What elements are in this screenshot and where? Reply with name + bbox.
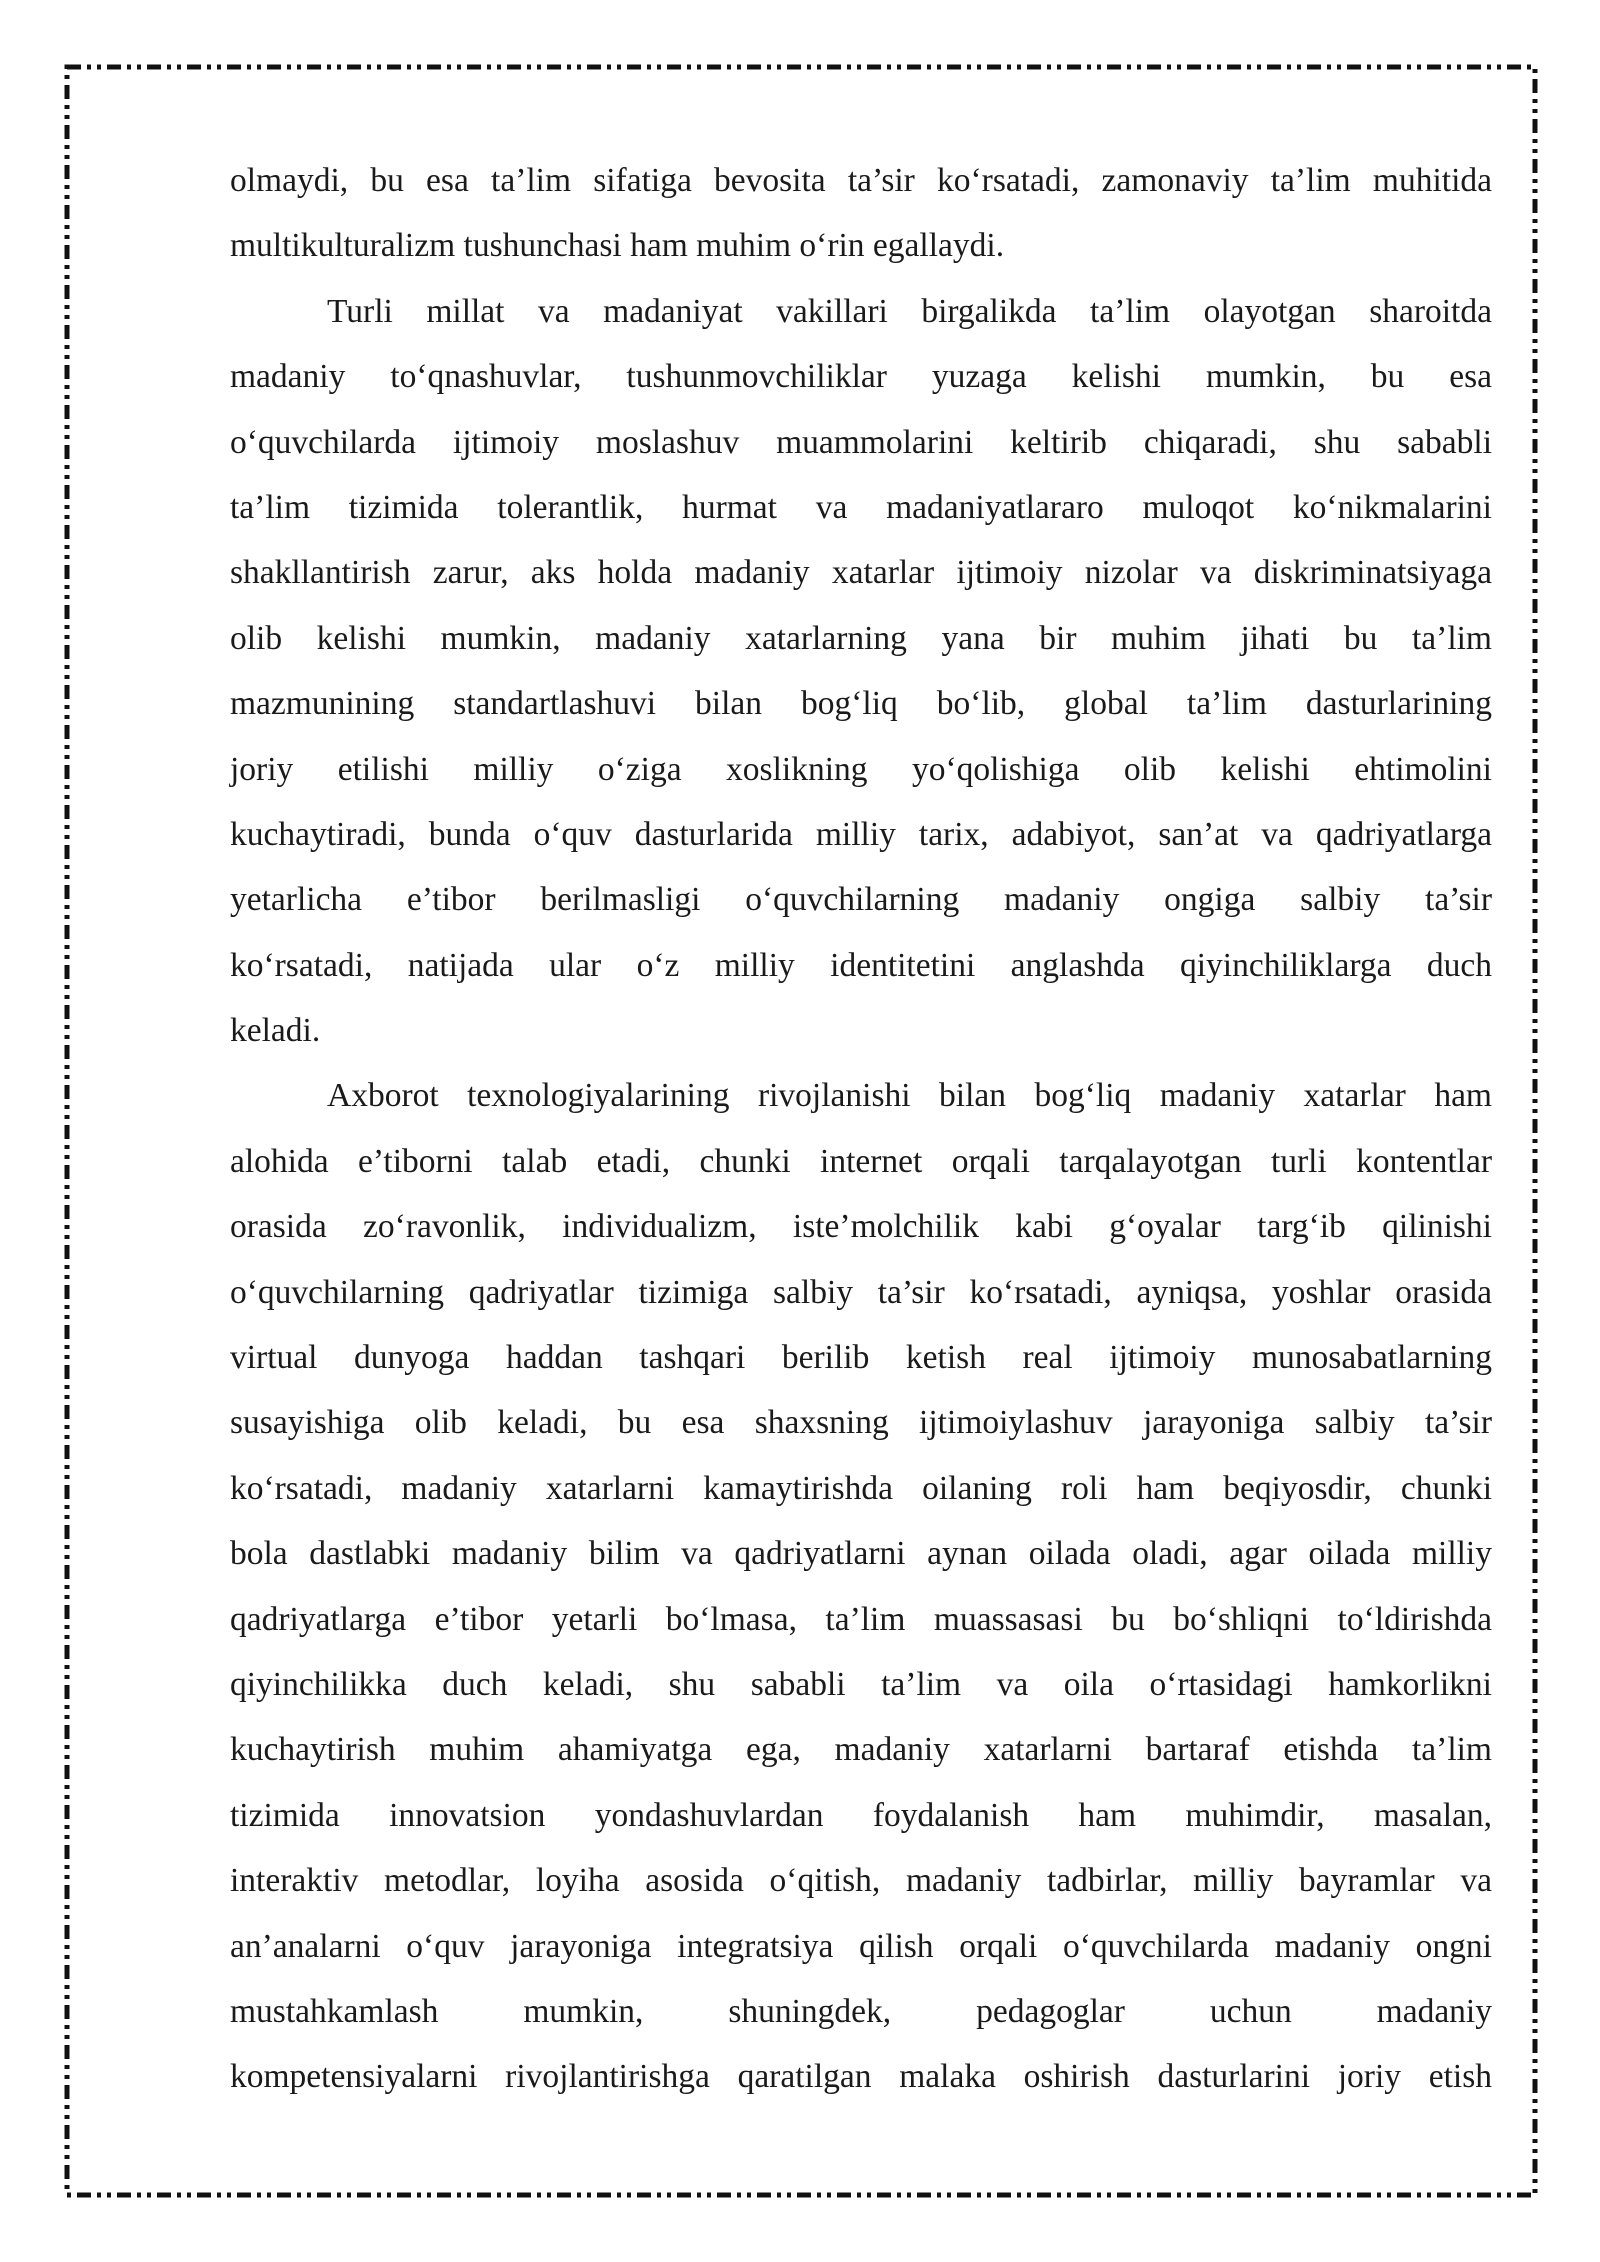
text-line: o‘quvchilarning qadriyatlar tizimiga salbiy ta’sir ko‘rsatadi, ayniqsa, yoshlar orasida <box>230 1273 1492 1311</box>
text-line: multikulturalizm tushunchasi ham muhim o‘rin egallaydi. <box>230 227 1005 265</box>
text-line: joriy etilishi milliy o‘ziga xoslikning yo‘qolishiga olib kelishi ehtimolini <box>230 750 1492 788</box>
text-line: shakllantirish zarur, aks holda madaniy xatarlar ijtimoiy nizolar va diskriminatsiyaga <box>230 554 1492 592</box>
text-line: bola dastlabki madaniy bilim va qadriyatlarni aynan oilada oladi, agar oilada milliy <box>230 1535 1492 1573</box>
text-line: ta’lim tizimida tolerantlik, hurmat va madaniyatlararo muloqot ko‘nikmalarini <box>230 488 1492 526</box>
text-line: susayishiga olib keladi, bu esa shaxsning ijtimoiylashuv jarayoniga salbiy ta’sir <box>230 1404 1492 1442</box>
text-line: tizimida innovatsion yondashuvlardan foydalanish ham muhimdir, masalan, <box>230 1796 1492 1834</box>
document-body <box>230 148 1492 2110</box>
text-line: o‘quvchilarda ijtimoiy moslashuv muammolarini keltirib chiqaradi, shu sababli <box>230 423 1492 461</box>
text-line: olib kelishi mumkin, madaniy xatarlarning yana bir muhim jihati bu ta’lim <box>230 619 1492 657</box>
text-line: mustahkamlash mumkin, shuningdek, pedagoglar uchun madaniy <box>230 1992 1492 2030</box>
text-line: an’analarni o‘quv jarayoniga integratsiya qilish orqali o‘quvchilarda madaniy ongni <box>230 1927 1492 1965</box>
text-line: yetarlicha e’tibor berilmasligi o‘quvchilarning madaniy ongiga salbiy ta’sir <box>230 881 1492 919</box>
text-line: virtual dunyoga haddan tashqari berilib ketish real ijtimoiy munosabatlarning <box>230 1339 1492 1377</box>
text-line: ko‘rsatadi, madaniy xatarlarni kamaytirishda oilaning roli ham beqiyosdir, chunki <box>230 1469 1492 1507</box>
text-line: Axborot texnologiyalarining rivojlanishi bilan bog‘liq madaniy xatarlar ham <box>327 1077 1492 1115</box>
text-line: olmaydi, bu esa ta’lim sifatiga bevosita ta’sir ko‘rsatadi, zamonaviy ta’lim muhitida <box>230 162 1492 199</box>
text-line: kompetensiyalarni rivojlantirishga qaratilgan malaka oshirish dasturlarini joriy etish <box>230 2058 1492 2096</box>
text-line: Turli millat va madaniyat vakillari birgalikda ta’lim olayotgan sharoitda <box>327 292 1492 330</box>
text-line: qiyinchilikka duch keladi, shu sababli ta’lim va oila o‘rtasidagi hamkorlikni <box>230 1665 1492 1703</box>
text-line: kuchaytirish muhim ahamiyatga ega, madaniy xatarlarni bartaraf etishda ta’lim <box>230 1731 1492 1769</box>
text-line: interaktiv metodlar, loyiha asosida o‘qitish, madaniy tadbirlar, milliy bayramlar va <box>230 1862 1492 1900</box>
text-line: alohida e’tiborni talab etadi, chunki internet orqali tarqalayotgan turli kontentlar <box>230 1142 1492 1180</box>
text-line: mazmunining standartlashuvi bilan bog‘liq bo‘lib, global ta’lim dasturlarining <box>230 685 1492 723</box>
text-line: keladi. <box>230 1012 321 1050</box>
text-line: kuchaytiradi, bunda o‘quv dasturlarida milliy tarix, adabiyot, san’at va qadriyatlarga <box>230 815 1492 853</box>
text-line: orasida zo‘ravonlik, individualizm, iste’molchilik kabi g‘oyalar targ‘ib qilinishi <box>230 1208 1492 1246</box>
text-line: qadriyatlarga e’tibor yetarli bo‘lmasa, ta’lim muassasasi bu bo‘shliqni to‘ldirishda <box>230 1600 1492 1638</box>
text-line: ko‘rsatadi, natijada ular o‘z milliy identitetini anglashda qiyinchiliklarga duch <box>230 946 1492 984</box>
text-line: madaniy to‘qnashuvlar, tushunmovchiliklar yuzaga kelishi mumkin, bu esa <box>230 358 1492 396</box>
